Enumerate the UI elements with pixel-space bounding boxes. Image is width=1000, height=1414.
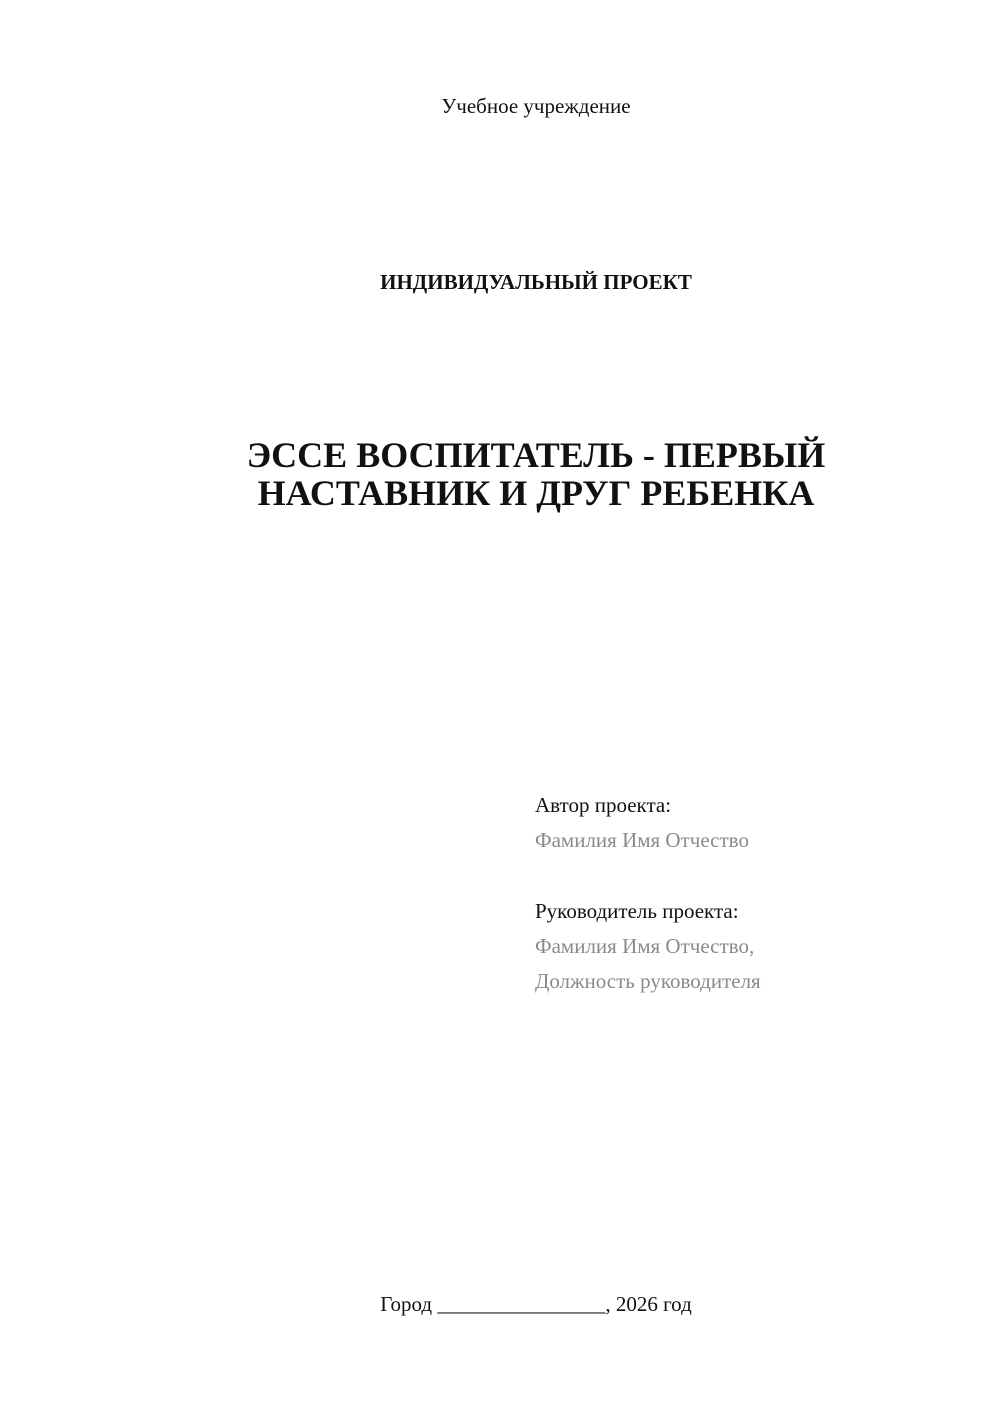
author-label: Автор проекта: (535, 793, 672, 817)
author-name: Фамилия Имя Отчество (535, 828, 749, 852)
document-title-line-1: ЭССЕ ВОСПИТАТЕЛЬ - ПЕРВЫЙ (246, 435, 826, 475)
institution-name: Учебное учреждение (441, 94, 631, 118)
document-title (0, 436, 1000, 512)
author-block (535, 788, 975, 858)
document-title-line-2: НАСТАВНИК И ДРУГ РЕБЕНКА (257, 473, 815, 513)
supervisor-block (535, 894, 975, 999)
supervisor-label: Руководитель проекта: (535, 899, 739, 923)
supervisor-name: Фамилия Имя Отчество, (535, 934, 755, 958)
supervisor-position: Должность руководителя (535, 969, 761, 993)
document-type: ИНДИВИДУАЛЬНЫЙ ПРОЕКТ (380, 270, 692, 294)
city-year-footer: Город ________________, 2026 год (380, 1292, 692, 1316)
